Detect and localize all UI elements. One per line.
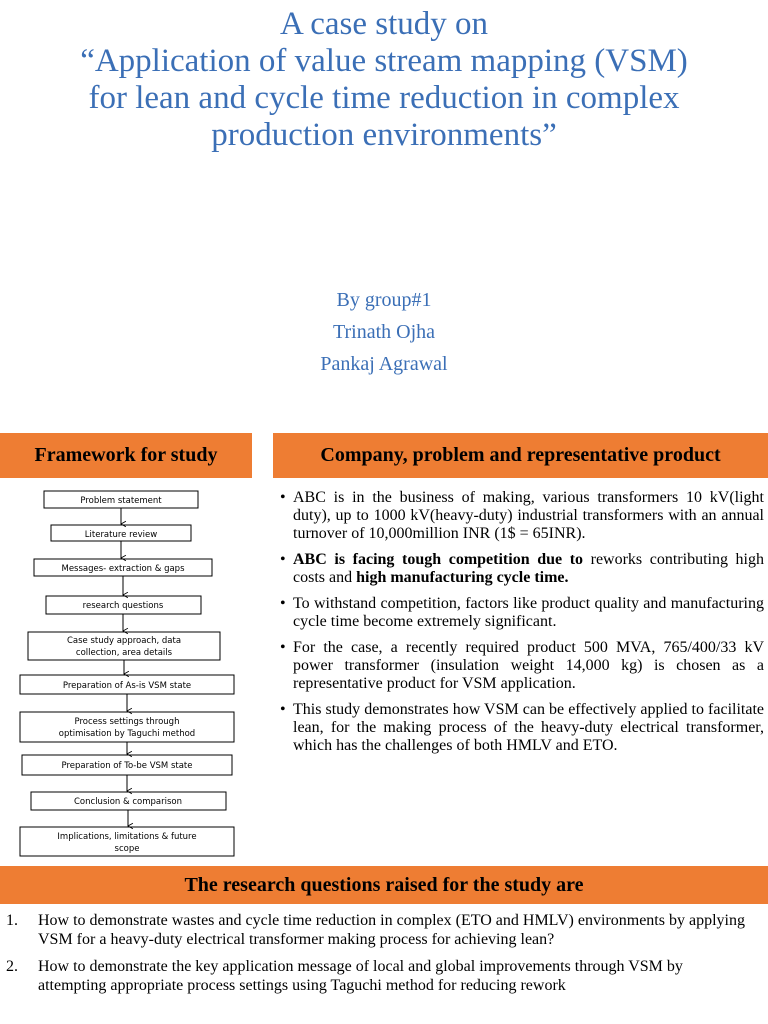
author-name-1: Trinath Ojha [332, 321, 436, 343]
author-name-2: Pankaj Agrawal [320, 353, 448, 375]
flow-text-research-questions: research questions [82, 601, 164, 611]
title-line-2: “Application of value stream mapping (VSM) [80, 43, 688, 79]
bullet-2-bold-1: ABC is facing tough competition due to [293, 551, 584, 568]
flow-text-taguchi-2: optimisation by Taguchi method [58, 729, 196, 739]
title-line-1: A case study on [279, 6, 489, 42]
research-question-2 [6, 957, 750, 995]
title-line-4: production environments” [211, 117, 557, 153]
research-question-number: 1. [6, 912, 18, 929]
company-bullet-2 [280, 551, 764, 587]
framework-heading: Framework for study [0, 433, 252, 478]
flow-text-problem-statement: Problem statement [80, 496, 162, 506]
slide-title [0, 6, 768, 154]
research-question-text: How to demonstrate the key application message of local and global improvements through VSM by attempting appropriate process settings using Taguchi method for reducing rework [38, 958, 683, 994]
authors-block [0, 284, 768, 380]
flow-text-conclusion: Conclusion & comparison [74, 797, 182, 807]
research-heading: The research questions raised for the study are [0, 866, 768, 904]
flow-text-taguchi-1: Process settings through [74, 717, 180, 727]
research-question-1 [6, 911, 750, 949]
flow-text-case-study-2: collection, area details [75, 648, 173, 658]
framework-flowchart [0, 482, 252, 858]
research-question-list [6, 911, 750, 1003]
flow-text-to-be-vsm: Preparation of To-be VSM state [61, 761, 193, 771]
company-bullet-list [280, 489, 764, 763]
flow-text-implications-1: Implications, limitations & future [57, 832, 197, 842]
flow-text-as-is-vsm: Preparation of As-is VSM state [62, 681, 192, 691]
bullet-2-text-1: reworks contributing high costs and [293, 551, 764, 586]
research-question-text: How to demonstrate wastes and cycle time reduction in complex (ETO and HMLV) environments by applying VSM for a heavy-duty electrical transformer making process for achieving lean? [38, 912, 745, 948]
research-question-number: 2. [6, 958, 18, 975]
group-label: By group#1 [336, 289, 432, 311]
flow-text-messages: Messages- extraction & gaps [61, 564, 185, 574]
title-line-3: for lean and cycle time reduction in complex [88, 80, 680, 116]
flow-text-implications-2: scope [114, 844, 140, 854]
company-bullet-1: • ABC is in the business of making, various transformers 10 kV(light duty), up to 1000 kV(heavy-duty) industrial transformers with an annual turnover of 10,000million INR (1$ = 65INR). [280, 489, 764, 543]
company-bullet-3: • To withstand competition, factors like product quality and manufacturing cycle time become extremely significant. [280, 595, 764, 631]
flow-text-case-study-1: Case study approach, data [66, 636, 182, 646]
flow-text-literature-review: Literature review [84, 530, 158, 540]
company-bullet-4: • For the case, a recently required product 500 MVA, 765/400/33 kV power transformer (insulation weight 14,000 kg) is chosen as a representative product for VSM application. [280, 639, 764, 693]
company-bullet-5: • This study demonstrates how VSM can be effectively applied to facilitate lean, for the making process of the heavy-duty electrical transformer, which has the challenges of both HMLV and ETO. [280, 701, 764, 755]
company-heading: Company, problem and representative product [273, 433, 768, 478]
bullet-2-bold-2: high manufacturing cycle time. [356, 569, 569, 586]
